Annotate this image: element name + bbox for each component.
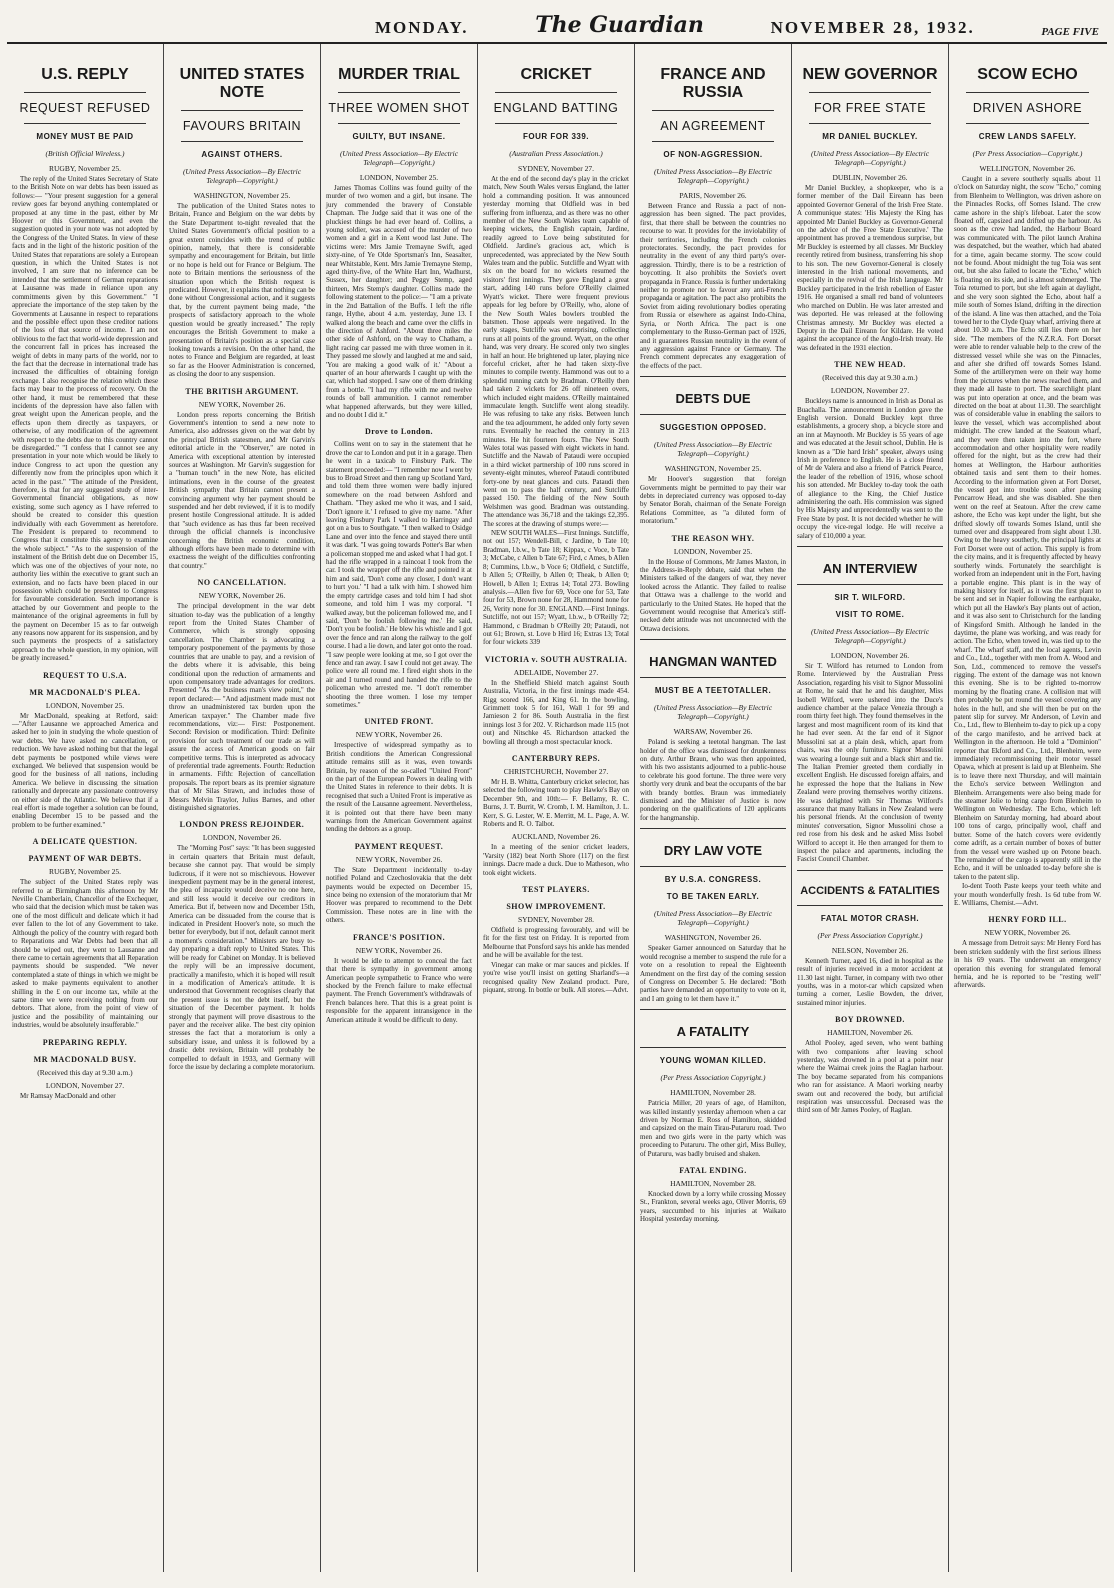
dateline: WASHINGTON, November 25.: [193, 191, 291, 200]
deck: ENGLAND BATTING: [493, 101, 619, 115]
subhead: FATAL ENDING.: [679, 1165, 747, 1175]
credit: (United Press Association—By Electric Telegraph—Copyright.): [339, 149, 459, 167]
dateline: HAMILTON, November 28.: [670, 1178, 756, 1188]
dateline: HAMILTON, November 28.: [670, 1088, 756, 1098]
article-body: A message from Detroit says: Mr Henry Ford has been stricken suddenly with the first serious illness in his 69 years. The underwent an emergency operation this evening for strangulated femoral hernia, and he is reported to be "resting well" afterwards.: [954, 939, 1101, 990]
article-body: Oldfield is progressing favourably, and will be fit for the first test on Friday. It is reported from Melbourne that Ponsford says his ankle has mended and he will be available for the test.: [483, 926, 629, 960]
subhead: THE BRITISH ARGUMENT.: [185, 386, 299, 396]
received-note: (Received this day at 9.30 a.m.): [37, 1067, 133, 1077]
article-body: Collins went on to say in the statement that he drove the car to London and put it in a garage. Then he went in a taxicab to Finsbury Park. The statement proceeded:— "I remember now I went by bus to Broad Street and then rang up Scotland Yard, and told them three women were badly injured somewhere on the road between Ashford and Chatham. "They asked me who it was, and I said, 'Don't ignore it.' I refused to give my name. "After leaving Finsbury Park I walked to Harringay and got on a bus to Southgate. "I then walked to Osidge Lane and over into the fence and stayed there until it was dark. "I was going towards Potter's Bar when a policeman stopped me and asked what I had got. I had the rifle wrapped in a raincoat I took from the car. I took the wrapper off the rifle and pointed it at him and said, 'Don't come any closer, I don't want to hurt you.' "I had a talk with him. I showed him the empty cartridge cases and told him I had shot someone, and told him I was my corporal. "I walked away, but the policeman followed me, and I said, 'Don't be foolish following me.' He said, 'Don't you be foolish.' He blew his whistle and I got over the fence and ran along the railway to the golf course. I had a lie down, and later got onto the road. "I saw people were looking at me, so I got over the fence and ran away. I saw I could not get away. The police were all round me. I fired eight shots in the air and I turned round and handed the rifle to the policeman who arrested me. "I don't remember shooting the three women. I lose my temper sometimes.": [326, 440, 472, 709]
deck: DRIVEN ASHORE: [972, 101, 1083, 115]
masthead-title: The Guardian: [535, 12, 704, 38]
credit: (British Official Wireless.): [45, 149, 125, 158]
subhead: AGAINST OTHERS.: [201, 150, 283, 159]
dateline: RUGBY, November 25.: [49, 164, 121, 173]
dateline: WELLINGTON, November 26.: [979, 164, 1076, 173]
subhead: SUGGESTION OPPOSED.: [659, 423, 767, 433]
dateline: AUCKLAND, November 26.: [511, 832, 601, 842]
credit: (United Press Association—By Electric Telegraph—Copyright.): [653, 167, 773, 185]
subhead: THE REASON WHY.: [671, 533, 755, 543]
subhead: REQUEST TO U.S.A.: [43, 670, 127, 680]
subhead: YOUNG WOMAN KILLED.: [659, 1056, 767, 1066]
article-body: Mr H. B. Whitta, Canterbury cricket selector, has selected the following team to play Hawke's Bay on December 9th, and 10th:— F. Bellamy, R. C. Burns, J. T. Burrit, W. Cromb, I. M. Hamilton, J. L. Kerr, S. G. Lester, W. E. Merritt, M. L. Page, A. W. Roberts and R. O. Talbot.: [483, 778, 629, 829]
credit: (Australian Press Association.): [509, 149, 603, 158]
headline: UNITED STATES NOTE: [179, 66, 305, 101]
article-body: Kenneth Turner, aged 16, died in hospital as the result of injuries received in a motor accident at 11.30 last night. Turner, in company with two other youths, was in a motor-car which capsized when turning a corner, Leslie Bowden, the driver, sustained minor injuries.: [797, 956, 943, 1007]
column-murder-trial: [321, 44, 478, 1572]
dateline: LONDON, November 25.: [673, 546, 753, 556]
article-body: Buckleys name is announced in Irish as Donal as Buachalla. The announcement in London gave the English version. Donald Buckley kept three establishments, a grocery shop, a bicycle store and an inn at Maynooth. Mr Buckley is 55 years of age and was educated at the Jesuit school, Dublin. He is known as a "Die hard Irish" speaker, always using Irish in preference to English. He is a close friend of Mr de Valera and also a friend of Patrick Pearce, the leader of the rebellion of 1916, whose school his son attended. Mr Buckley to-day took the oath of allegiance to the King, the Chief Justice administering the oath. His commission was signed by His Majesty and unprecedentedly was sent to the Free State by post. It is not decided whether he will occupy the vice-regal lodge. He will receive a salary of £10,000 a year.: [797, 397, 943, 540]
subhead: NO CANCELLATION.: [197, 578, 287, 588]
subhead: MR MACDONALD'S PLEA.: [29, 687, 141, 697]
subhead: MONEY MUST BE PAID: [36, 132, 134, 141]
article-body: Mr Daniel Buckley, a shopkeeper, who is a former member of the Dail Eireann has been appointed Governor General of the Irish Free State. A communique states: 'His Majesty the King has appointed Mr Daniel Buckley as Governor-General on the advice of the Free State Executive.' The appointment has proved a tremendous surprise, but Mr Buckley is esteemed by all classes. Mr Buckley recently retired from business, transferring his shop to his son. The new Governor-General is closely interested in the Irish national movements, and especially in the revival of the Irish language. Mr Buckley participated in the Irish rebellion of Easter 1916. He organised a small red band of volunteers who marched on Dublin. He was later arrested and was deported. He was released at the following Christmas amnesty. Mr Buckley was elected a Deputy in the Dail Eireann for Kildare. He voted against the acceptance of the Anglo-Irish treaty. He was defeated in the 1931 election.: [797, 184, 943, 352]
deck: FAVOURS BRITAIN: [182, 119, 302, 133]
headline: AN INTERVIEW: [822, 561, 918, 577]
subhead: Drove to London.: [364, 427, 434, 437]
article-body: It would be idle to attempt to conceal the fact that there is sympathy in government among American people sympathetic to France who were shocked by the French failure to make effectual payment. The French Government's withdrawals of French balances here. That this is a great point is responsible for the apparent intransigence in the American attitude it would be difficult to deny.: [326, 956, 472, 1024]
article-body: The publication of the United States notes to Britain, France and Belgium on the war debts by the State Department to-night revealed that the United States Government's official position to a great extent coincides with the trend of public opinion, namely, that there is considerable sympathy and encouragement for Britain, but little or no hope is held out for France or Belgium. The note to Britain mentions the seriousness of the situation upon which the British request is predicated. However, it explains that nothing can be done without Congressional action, and it suggests that, by the current payment being made, "the prospects of satisfactory approach to the whole question would be greatly increased." The reply encourages the British Government to make a presentation of Britain's position as a special case looking towards a revision. On the other hand, the notes to France and Belgium are regarded, at least so far as the Hoover Administration is concerned, as closing the door to any suspension.: [169, 202, 315, 379]
dateline: LONDON, November 25.: [45, 700, 125, 710]
subhead: THE NEW HEAD.: [834, 360, 906, 370]
subhead: OF NON-AGGRESSION.: [663, 150, 763, 159]
dateline: WASHINGTON, November 25.: [664, 464, 762, 474]
subhead: BOY DROWNED.: [835, 1015, 905, 1025]
subhead: GUILTY, BUT INSANE.: [352, 132, 446, 141]
article-body: The State Department incidentally to-day notified Poland and Czechoslovakia that the debt payments would be expected on December 15, since being no extension of the moratorium that Mr Hoover was prepared to recommend to the Debt Commission. These notes are in line with the others.: [326, 865, 472, 925]
article-body: Patricia Miller, 20 years of age, of Hamilton, was killed instantly yesterday afternoon when a car driven by Norman E. Ross of Hamilton, skidded and capsized on the main Tirau-Putaruru road. Two men and two girls were in the party which was proceeding to Putaruru. The other girl, Miss Bulley, of Putaruru, was badly bruised and shaken.: [640, 1099, 786, 1158]
dateline: NEW YORK, November 26.: [984, 928, 1071, 938]
dateline: PARIS, November 26.: [679, 191, 747, 200]
dateline: LONDON, November 26.: [830, 651, 910, 661]
headline: U.S. REPLY: [41, 66, 129, 83]
dateline: NEW YORK, November 26.: [355, 730, 443, 740]
dateline: NEW YORK, November 26.: [198, 591, 286, 601]
credit: (United Press Association—By Electric Telegraph—Copyright.): [653, 909, 773, 928]
headline: A FATALITY: [676, 1024, 750, 1040]
dateline: DUBLIN, November 26.: [832, 173, 908, 182]
deck: FOR FREE STATE: [813, 101, 927, 115]
headline: SCOW ECHO: [977, 66, 1078, 83]
masthead-date: NOVEMBER 28, 1932.: [770, 18, 975, 37]
subhead: A DELICATE QUESTION.: [32, 837, 138, 847]
scorecard: NEW SOUTH WALES—First Innings. Sutcliffe, not out 157; Wendell-Bill, c Jardine, b Tate 10; Bradman, l.b.w., b Tate 18; Kippax, c Voce, b Tate 3; McCabe, c Allen b Tate 67; Fird, c Ames, b Allen 8; Cummins, l.b.w., b Voce 6; Oldfield, c Sutcliffe, b Allen 5; O'Reilly, b Allen 0; Theak, b Allen 0; Howell, b Allen 1; Extras 14; Total 273. Bowling analysis.—Allen five for 69, Voce one for 53, Tate four for 53, Brown none for 28, Hammond none for 26, Verity none for 30. ENGLAND.—First Innings. Sutcliffe, not out 157; Wyatt, l.b.w., b O'Reilly 72; Hammond, c Bradman b O'Reilly 20; Pataudi, not out 61; Brown, st. Love b Hird 16; Extras 13; Total for four wickets 339: [483, 529, 629, 647]
credit: (Per Press Association—Copyright.): [972, 149, 1083, 158]
article-body: Poland is seeking a teetotal hangman. The last holder of the office was dismissed for drunkenness on duty. Arthur Braun, who was then appointed, with his two assistants adjourned to a public-house to celebrate his good fortune. The three were very shortly very drunk and beat the occupants of the bar with brandy bottles. Braun was immediately dismissed and the Minister of Justice is now pondering on the qualifications of 120 applicants for the hangmanship.: [640, 738, 786, 822]
subhead: HENRY FORD ILL.: [988, 915, 1067, 925]
masthead-day: MONDAY.: [375, 18, 469, 37]
headline: HANGMAN WANTED: [649, 654, 777, 670]
article-body: The "Morning Post" says: "It has been suggested in certain quarters that Britain must default, because she cannot pay. That would be simply ludicrous, if it were not so mischievous. However inexpedient payment may be in the general interest, the plea of incapacity would deceive no one here, and still less would it deceive our creditors in America. But if, between now and December 15th, America can be dissuaded from the course that is indicated in President Hoover's note, so much the better for everybody, but if not, default cannot merit a moment's consideration." Ministers are busy to-day preparing a draft reply to United States. This will be ready for Cabinet on Monday. It is believed the reply will be an impressive document, practically a manifesto, which it is hoped will result in a modification of America's attitude. It is understood that Government recognises clearly that the present issue is not the debt itself, but the situation of the December payment. It holds strongly that payment will prove disastrous to the payer and the receiver alike. The best city opinion stresses the fact that a moratorium is only a subsidiary issue, and unless it is followed by a drastic debt revision, Britain will probably be compelled to default in 1933, and Germany will force the issue by declaring a complete moratorium.: [169, 844, 315, 1071]
headline: FRANCE AND RUSSIA: [660, 66, 766, 101]
headline: DEBTS DUE: [675, 391, 751, 407]
subhead: LONDON PRESS REJOINDER.: [179, 820, 305, 830]
credit: (United Press Association—By Electric Telegraph—Copyright.): [653, 440, 773, 459]
subhead: CREW LANDS SAFELY.: [978, 132, 1077, 141]
dateline: NEW YORK, November 26.: [355, 945, 443, 955]
subhead: FOUR FOR 339.: [522, 132, 590, 141]
subhead: PAYMENT OF WAR DEBTS.: [28, 854, 142, 864]
article-body: Caught in a severe southerly squalls about 11 o'clock on Saturday night, the scow "Echo," coming from Blenheim to Wellington, was driven ashore on the Pinnacles Rocks, off Somes Island. The crew came ashore in the ship's lifeboat. Later the scow floated off, capsized and drifted up the harbour. As soon as the crew had landed, the Harbour Board was communicated with. The pilot launch Arahina was despatched, but the weather, which had abated for a time, again became stormy. The scow could not be found. About midnight the tug Toia was sent out, but she also failed to locate the "Echo," which is floating on its side, and is almost submerged. The Toia returned to port, but she left again at daylight, and she very soon sighted the Echo, about half a mile south of Somes Island, drifting in the direction of the island. A line was then attached, and the Toia towed her to the Clyde Quay wharf, arriving there at about 10.30 a.m. The Echo still lies there on her side. "The members of the N.Z.R.A. Fort Dorset were able to render valuable help to the crew of the distressed vessel while she was on the Pinnacles, and after she drifted off towards Somes Island. Some of the artillerymen were on their way home from the pictures when the news reached them, and they made all haste to port. The searchlight plant was put into operation at once, and the beam was directed on the boat at about 11.30. The searchlight was of considerable value in enabling the sailors to leave the vessel, which was accomplished about midnight. The crew landed at the Seatoun wharf, and they were then taken into the fort, where accommodation and other hospitality were readily offered for the night, but as the crew had their homes at Wellington, the Harbour authorities obtained taxis and sent them to their homes. According to the information given at Fort Dorset, the vessel got into trouble soon after passing Pencarrow Head, and she was disabled. She then went on the reef at Seatoun. After the crew came ashore, the Echo was kept under the light, but she drifted slowly off towards Somes Island, until she turned over and disappeared from sight about 1.30. Owing to the heavy southerly, the principal lights at Fort Dorset were out of action. This supply is from the city mains, and it is frequently affected by heavy southerly winds. Fortunately the searchlight is worked from an independent unit in the Fort, having a portable engine. This plant is in the way of making history for itself, as it was the first plant to be sent and set in Napier following the earthquake, which put all the Hawke's Bay plants out of action, and it was also sent to Christchurch for the landing of Kingsford Smith. Although he landed in the daytime, the plane was working, and was ready for action. The Echo, when towed in, was tied up to the wharf. The wharf staff, and the local agents, Levin and Co., Ltd., together with men from A. Wood and Son, Ltd., commenced to remove the vessel's rigging. The extent of the damage was not known this evening. She is to be righted to-morrow morning by the floating crane. A collision mat will then probably be put round the vessel covering any holes in the hull, and she will then be put on the patent slip for survey. Mr Anderson, of Levin and Co., Ltd., flew to Blenheim to-day to pick up a copy of the cargo manifesto, and he arrived back at Wellington in the afternoon. He told a "Dominion" reporter that Ekford and Co., Ltd., Blenheim, were immediately recommissioning their motor vessel Opawa, which at present is laid up at Blenheim. She is to leave there next Thursday, and will maintain the Echo's service between Wellington and Blenheim. Arrangements were also being made for the steamer Jolie to bring cargo from Blenheim to Wellington on Wednesday. The Echo, which left Blenheim on Saturday morning, had aboard about 100 tons of cargo, principally wool, chaff and butter. Some of the hatch covers were evidently come adrift, as a certain number of boxes of butter from the vessel were washed up on Petone beach. The remainder of the cargo is apparently still in the Echo, and it will be unloaded to-day before she is taken to the patent slip.: [954, 175, 1101, 881]
column-us-note: [164, 44, 321, 1572]
subhead: VISIT TO ROME.: [835, 610, 905, 620]
masthead: [7, 4, 1107, 44]
dateline: NEW YORK, November 26.: [198, 399, 286, 409]
credit: (United Press Association—By Electric Telegraph—Copyright.): [182, 167, 302, 185]
article-body: Irrespective of widespread sympathy as to British conditions the American Congressional attitude remains still as it was, even towards Britain, by reason of the so-called "United Front" on the part of the European Powers in dealing with the United States in reference to their debts. It is recognised that such a United Front is imperative as the result of the Lausanne agreement. Nevertheless, it is pointed out that there have been many warnings from the American Government against tending the debtors as a group.: [326, 741, 472, 834]
credit: (Per Press Association Copyright.): [817, 930, 923, 940]
article-body: Athol Pooley, aged seven, who went bathing with two companions after leaving school yesterday, was drowned in a pool at a point near where the Waimai creek joins the Raglan harbour. The boy became separated from his companions who ran for assistance. A Maori working nearby swam out and recovered the body, but artificial respiration was unsuccessful. Deceased was the third son of Mr James Pooley, of Raglan.: [797, 1039, 943, 1115]
columns: [7, 44, 1107, 1572]
advertisement: Vinegar can make or mar sauces and pickles. If you're wise you'll insist on getting Sharland's—a recognised quality New Zealand product. Pure, piquant, strong. In bottle or bulk. All stores.—Advt.: [483, 960, 629, 994]
dateline: WARSAW, November 26.: [673, 727, 753, 737]
article-body: In the Sheffield Shield match against South Australia, Victoria, in the first innings made 454. Rigg scored 166, and King 61. In the bowling, Grimmett took 5 for 161, Wall 1 for 99 and Jamieson 2 for 86. South Australia in the first innings lost 3 for 202. V. Richardson made 115 (not out) and Nitschke 45. Richardson attacked the bowling all through a most spectacular knock.: [483, 678, 629, 746]
page-number: PAGE FIVE: [1041, 26, 1099, 38]
credit: (United Press Association—By Electric Telegraph—Copyright.): [810, 627, 930, 646]
dateline: LONDON, November 27.: [830, 386, 910, 396]
column-france-russia: [635, 44, 792, 1572]
dateline: SYDNEY, November 27.: [517, 164, 595, 173]
article-body: Knocked down by a lorry while crossing Mossey St., Frankton, several weeks ago, Oliver Morris, 69 years, succumbed to his injuries at Waikato Hospital yesterday morning.: [640, 1189, 786, 1224]
column-cricket: [478, 44, 635, 1572]
dateline: NELSON, November 26.: [831, 945, 909, 955]
dateline: RUGBY, November 25.: [49, 867, 121, 877]
credit: (Per Press Association Copyright.): [660, 1073, 766, 1083]
subhead: PREPARING REPLY.: [42, 1037, 128, 1047]
subhead: MR DANIEL BUCKLEY.: [822, 132, 918, 141]
column-scow-echo: [949, 44, 1106, 1572]
subhead: BY U.S.A. CONGRESS.: [664, 875, 762, 885]
dateline: LONDON, November 25.: [359, 173, 439, 182]
subhead: SHOW IMPROVEMENT.: [506, 902, 606, 912]
article-body: In a meeting of the senior cricket leaders, 'Varsity (182) beat North Shore (117) on the first innings. Dacre made a duck. Due to Matheson, who took eight wickets.: [483, 843, 629, 877]
dateline: SYDNEY, November 28.: [517, 915, 595, 925]
headline: ACCIDENTS & FATALITIES: [800, 884, 940, 897]
received-note: (Received this day at 9.30 a.m.): [822, 373, 918, 383]
newspaper-page: [7, 4, 1107, 1578]
dateline: LONDON, November 27.: [45, 1080, 125, 1090]
article-body: The principal development in the war debt situation to-day was the publication of a lengthy report from the United States Chamber of Commerce, which is strongly opposing cancellation. The Chamber is advocating a temporary postponement of the payments by those countries that are unable to pay, and a revision of the debts where it is advisable, this being conditional upon the reduction of armaments and upon compensatory trade advantages for creditors. Presented "As the business man's view point," the report declared:— "And adjustment made must not throw an unadministered tax burden upon the American taxpayer." The Chamber made five recommendations, viz:— First: Postponement. Second: Revision or modification. Third: Definite provision for such treatment of our trade as will assure the access of American goods on fair competitive terms. This is interpreted as advocacy of preferential trade agreements. Fourth: Reduction in armaments. Fifth: Rejection of cancellation proposals. The report bears as its premier signature that of Mr Silas Strawn, and includes those of Messrs Melvin Traylor, Julius Barnes, and other distinguished signatories.: [169, 602, 315, 812]
article-body: The reply of the United States Secretary of State to the British Note on war debts has been issued as follows:— "Your present suggestion for a general review goes far beyond anything contemplated or proposed at any time in the past, either by Mr Hoover or this Government, and even the suggestion quoted in your note was not adopted by the Congress of the United States. In view of these facts and in the light of the historic position of the United States that reparations are solely a European question, in which the United States is not involved, I am sure that no inference can be intended that the settlement of German reparations at Lausanne was made in reliance upon any commitments given by this Government." "I appreciate the importance of the step taken by the Governments at Lausanne in respect to reparations and the possible effect upon these creditor nations of the loss of that source of income. I am not oblivious to the fact that world-wide depression and the concurrent fall in prices has increased the weight of debts in many parts of the world, nor to the fact that the decrease in international trade has increased the difficulties of obtaining foreign exchange. I also recognise the relation which these facts may bear to the process of recovery. On the other hand, it must be remembered that these incidents of the depression have also fallen with great weight upon the American people, and the effects upon them directly as taxpayers, or otherwise, of any modification of the agreement with respect to the debts due to this country cannot be disregarded." "I confess that I cannot see any presentation in your note which would be likely to induce Congress to act upon the question any differently now from the principles upon which it acted in the past." "The attitude of the President, therefore, is that for any suggested study of inter-Governmental financial obligations, as now existing, some such agency as I have referred to should be created to consider this question individually with each Government as heretofore. The President is prepared to recommend to Congress that it constitute this agency to examine the whole subject." "As to the suspension of the instalment of the British debt due on December 15, which was one of the objectives of your note, no authority lies within the executive to grant such an extension, and no facts have been placed in our possession which could be presented to Congress for favourable consideration. Such importance is attached by our Government and people to the maintenance of the original agreements in full by the payment on December 15 as to far outweigh any reasons now apparent for its suspension, and by such payments the prospects of a satisfactory approach to the whole question, in my opinion, will be greatly increased.": [12, 175, 158, 663]
article-body: London press reports concerning the British Government's intention to send a new note to America, also addresses given on the war debt by the principal British statesmen, and Mr Garvin's editorial article in the "Observer," are noted in America with exceptional attention by interested sources at Washington. Mr Garvin's suggestion for a "human touch" in the new Note, has elicited intimations, even in the course of the greatest British sympathy that Britain cannot present a convincing argument why her payment should be suspended and her debt reviewed, if it is to modify present hostile Congressional attitude. It is added that "such evidence as has thus far been received through the official channels is inconclusive concerning the British economic condition, although efforts have been made to determine with exactness the weight of the difficulties confronting that country.": [169, 410, 315, 570]
article-body: Mr Hoover's suggestion that foreign Governments might be permitted to pay their war debts in depreciated currency was opposed to-day by Senator Borah, chairman of the Senate Foreign Relations Committee, as "a diluted form of moratorium.": [640, 475, 786, 526]
headline: DRY LAW VOTE: [663, 843, 763, 859]
headline: NEW GOVERNOR: [802, 66, 938, 83]
article-body: At the end of the second day's play in the cricket match, New South Wales versus England, the latter hold a commanding position. It was announced yesterday morning that Oldfield was in bed suffering from influenza, and as there was no other member of the New South Wales team capable of keeping wickets, the English captain, Jardine, readily agreed to Love being substituted for Oldfield. Jardine's gracious act, which is unprecedented, was appreciated by the New South Wales team and the public. Sutcliffe and Wyatt with six on the board for no wickets resumed the visitors' first innings. They gave England a great start, adding 140 runs before O'Reilly claimed Wyatt's wicket. There were frequent previous appeals for leg before by O'Reilly, who, alone of the New South Wales bowlers troubled the batsmen. Those appeals were negatived. In the early stages, Sutcliffe was enterprising, collecting runs at all points of the ground. Wyatt, on the other hand, was very dreary. He scored only two singles in half an hour. He brightened up later, playing nice forceful cricket, after he had taken sixty-five minutes to compile twenty. Hammond was out to a splendid running catch by Bradman. O'Reilly then had taken 2 wickets for 26 off nineteen overs, which included eight maidens. O'Reilly maintained immaculate length. Sutcliffe went along steadily. He was refusing to take any risks. Between lunch and the tea adjournment, he added only forty seven runs. Eventually he reached the century in 213 minutes. He hit fourteen fours. The New South Wales total was passed with eight wickets in hand. Sutcliffe and the Nawab of Pataudi were occupied in a third wicket partnership of 100 runs scored in seventy-eight minutes, whereof Pataudi contributed forty-one by neat glances and cuts. Pataudi then went on to pass the half century, and Sutcliffe passed 150. The fielding of the New South Welshmen was good. Bradman was outstanding. The attendance was 36,718 and the takings £2,395. The scores at the drawing of stumps were:—: [483, 175, 629, 528]
subhead: FATAL MOTOR CRASH.: [820, 913, 920, 923]
article-body: Between France and Russia a pact of non-aggression has been signed. The pact provides, first, that there shall be between the countries no recourse to war. It provides for the inviolability of their territories, including the French colonies protectorates. Secondly, the pact provides for neutrality in the event of any third party's over-aggression. Thirdly, there is to be a restriction of boycotting. It also prohibits the Soviet's overt propaganda in France. Russia is further undertaking neither to promote nor to favour any anti-French propaganda or agitation. The pact also prohibits the Soviet from aiding revolutionary bodies operating from Russia or elsewhere as against Indo-China, Syria, or North Africa. The pact is one complementary to the Russo-German pact of 1926, and it guarantees Russian neutrality in the event of any aggression against France or Germany. The French comment deprecates any exaggeration of the effects of the pact.: [640, 202, 786, 370]
article-body: James Thomas Collins was found guilty of the murder of two women and a girl, but insane. The jury commended the bravery of Constable Chapman. The Judge said that it was one of the pluckiest things he had ever heard of. Collins, a young soldier, was accused of the murder of two women and a girl in a Kent wood last June. The victims were: Mrs Jamie Tremayne Swift, aged sixty-nine, of Ye Olde Sportsman's Inn, Seasalter, near Whitstable, Kent. Mrs Jamie Tremayne Stemp, aged thirty-five, of the White Hart Inn, Wadhurst, Sussex, her daughter; and Peggy Stemp, aged thirteen, Mrs Stemp's daughter. Collins made the following statement to the police:— "I am a private in the 2nd Battalion of the Buffs. I left the rifle range, Hythe, about 4 a.m. yesterday, June 13. I walked along the beach and came over the cliffs in the direction of Ashford. "About three miles the other side of Ashford, on the way to Chatham, a light racing car passed me with three women in it. They passed me slowly and laughed at me and said, 'You are making a good walk of it.' "About a quarter of an hour afterwards I caught up with the car, which had stopped. I saw one of them drinking from a bottle. "I had my rifle with me and twelve rounds of ball ammunition. I cannot remember what happened afterwards, but they were killed, and no doubt I did it.": [326, 184, 472, 419]
headline: CRICKET: [520, 66, 592, 83]
article-body: Sir T. Wilford has returned to London from Rome. Interviewed by the Australian Press Association, regarding his visit to Signor Mussolini at Rome, he said that he and his daughter, Miss Isobell Wilford, were ushered into the Duce's audience chamber at the palace Venezia through a room thirty feet high. They found themselves in the largest and most magnificent room of its kind that he had ever seen. At the far end of it Signor Mussolini sat at a plain desk, which, apart from chairs, was the only furniture. Signor Mussolini was wearing a lounge suit and a black shirt and tie. The Italian Premier greeted them cordially in excellent English. He discussed foreign affairs, and he expressed the hope that the Italians in New Zealand were proving themselves worthy citizens. He was delighted with Sir Thomas Wilford's assurance that many Italians in New Zealand were his personal friends. At the conclusion of twenty minutes' conversation, Signor Mussolini chose a red rose from his desk and he asked Miss Isobel Wilford to accept it. He then arranged for them to inspect the palace and apartments, including the Fascist Council Chamber.: [797, 662, 943, 864]
advertisement: Io-dent Tooth Paste keeps your teeth white and your mouth wonderfully fresh. 1s 6d tube from W. E. Williams, Chemist.—Advt.: [954, 882, 1101, 907]
subhead: TEST PLAYERS.: [522, 885, 590, 895]
credit: (United Press Association—By Electric Telegraph—Copyright.): [810, 149, 930, 167]
subhead: FRANCE'S POSITION.: [352, 932, 446, 942]
subhead: CANTERBURY REPS.: [511, 754, 601, 763]
dateline: HAMILTON, November 26.: [827, 1028, 913, 1038]
dateline: CHRISTCHURCH, November 27.: [503, 767, 609, 776]
column-new-governor: [792, 44, 949, 1572]
subhead: UNITED FRONT.: [364, 717, 434, 727]
article-body: Mr Ramsay MacDonald and other: [20, 1091, 116, 1100]
dateline: NEW YORK, November 26.: [355, 854, 443, 864]
article-body: Speaker Garner announced on Saturday that he would recognise a member to suspend the rule for a vote on a resolution to repeal the Eighteenth Amendment on the first day of the coming session of Congress on December 5. He declared: "Both parties have demanded an opportunity to vote on it, and I am going to let them have it.": [640, 944, 786, 1003]
deck: REQUEST REFUSED: [19, 101, 151, 115]
credit: (United Press Association—By Electric Telegraph—Copyright.): [653, 703, 773, 722]
dateline: WASHINGTON, November 26.: [664, 933, 762, 943]
deck: AN AGREEMENT: [660, 119, 766, 133]
subhead: PAYMENT REQUEST.: [354, 841, 444, 851]
subhead: MUST BE A TEETOTALLER.: [654, 686, 772, 696]
article-body: The subject of the United States reply was referred to at Birmingham this afternoon by Mr Neville Chamberlain, Chancellor of the Exchequer, who said that the decision which must be taken was one of the most difficult and delicate which it had ever fallen to the lot of any Government to take. Although the policy of the country with regard both to Reparations and War Debts had been that all should be wiped out, they went to Lausanne and there came to certain agreements that all Reparation payments should be suspended. "We never contemplated a state of things in which we might be asked to make payments equivalent to another shilling in the £ on our income tax, while at the same time we were receiving nothing from our debtors. That alone, from the point of view of justice and the possibility of maintaining our industries, would be absolutely insufferable.": [12, 878, 158, 1030]
headline: MURDER TRIAL: [338, 66, 460, 83]
column-us-reply: [7, 44, 164, 1572]
subhead: TO BE TAKEN EARLY.: [666, 892, 760, 902]
subhead: SIR T. WILFORD.: [834, 593, 906, 603]
deck: THREE WOMEN SHOT: [328, 101, 470, 115]
article-body: In the House of Commons, Mr James Maxton, in the Address-in-Reply debate, said that when the Ministers talked of the dangers of war, they never looked across the Atlantic. They failed to realise that Ottawa was a challenge to the world and particularly to the United States. He hoped that the Government would recognise that America's stiff-necked debt attitude was not unconnected with the Ottawa decisions.: [640, 557, 786, 633]
subhead: MR MACDONALD BUSY.: [33, 1054, 137, 1064]
dateline: ADELAIDE, November 27.: [513, 667, 599, 677]
dateline: LONDON, November 26.: [202, 833, 282, 843]
subhead: VICTORIA v. SOUTH AUSTRALIA.: [484, 654, 628, 664]
article-body: Mr MacDonald, speaking at Retford, said:—"After Lausanne we approached America and asked her to join in studying the whole question of war debts. We have asked no cancellation, or reduction. We have asked nothing but that the legal debt payments be postponed while views were exchanged. We believed that suspension would be good for the business of all nations, including America. We believe in discussing the situation rationally and deprecate any passionate controversy on either side of the Atlantic. We believe that if a real effort is made together a solution can be found, enabling December 15 to be passed and the problem to be further examined.": [12, 711, 158, 829]
